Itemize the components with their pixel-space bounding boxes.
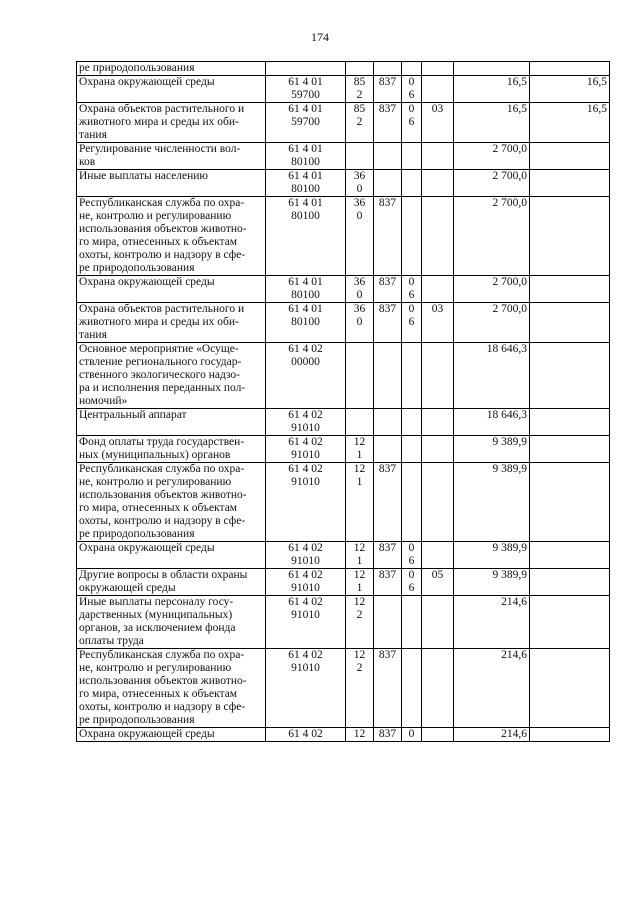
amount-year1-cell: 9 389,9 — [454, 569, 530, 596]
table-row — [77, 596, 610, 649]
target-code-cell: 61 4 01 59700 — [266, 76, 346, 103]
amount-year1-cell: 214,6 — [454, 649, 530, 728]
table-row — [77, 143, 610, 170]
table-row — [77, 343, 610, 409]
amount-year2-cell — [530, 542, 610, 569]
subsection-cell — [422, 62, 454, 76]
row-name-cell: Другие вопросы в области охраны окружающей среды — [77, 569, 266, 596]
admin-code-cell: 837 — [374, 728, 402, 742]
amount-year2-cell — [530, 409, 610, 436]
table-row — [77, 436, 610, 463]
row-name-cell: Охрана окружающей среды — [77, 76, 266, 103]
admin-code-cell: 837 — [374, 103, 402, 143]
row-name-cell: Республиканская служба по охра- не, контролю и регулированию использования объектов животно- го мира, отнесенных к объектам охоты, контролю и надзору в сфе- ре природопользования — [77, 463, 266, 542]
expense-type-cell: 12 2 — [346, 649, 374, 728]
admin-code-cell: 837 — [374, 649, 402, 728]
amount-year2-cell — [530, 596, 610, 649]
section-cell — [402, 436, 422, 463]
row-name-cell: Регулирование численности вол- ков — [77, 143, 266, 170]
expense-type-cell: 12 1 — [346, 569, 374, 596]
amount-year2-cell — [530, 569, 610, 596]
expense-type-cell: 36 0 — [346, 276, 374, 303]
amount-year1-cell: 2 700,0 — [454, 170, 530, 197]
subsection-cell — [422, 143, 454, 170]
section-cell — [402, 649, 422, 728]
target-code-cell: 61 4 01 59700 — [266, 103, 346, 143]
row-name-cell: Иные выплаты персоналу госу- дарственных (муниципальных) органов, за исключением фонда оплаты труда — [77, 596, 266, 649]
target-code-cell: 61 4 02 91010 — [266, 409, 346, 436]
admin-code-cell — [374, 343, 402, 409]
subsection-cell — [422, 542, 454, 569]
target-code-cell: 61 4 02 91010 — [266, 436, 346, 463]
admin-code-cell: 837 — [374, 569, 402, 596]
amount-year2-cell — [530, 197, 610, 276]
amount-year2-cell — [530, 463, 610, 542]
section-cell — [402, 170, 422, 197]
amount-year2-cell: 16,5 — [530, 103, 610, 143]
expense-type-cell: 36 0 — [346, 170, 374, 197]
expense-type-cell — [346, 343, 374, 409]
section-cell — [402, 62, 422, 76]
admin-code-cell: 837 — [374, 463, 402, 542]
subsection-cell — [422, 463, 454, 542]
amount-year2-cell — [530, 649, 610, 728]
expense-type-cell: 36 0 — [346, 303, 374, 343]
row-name-cell: ре природопользования — [77, 62, 266, 76]
table-row — [77, 728, 610, 742]
admin-code-cell: 837 — [374, 303, 402, 343]
admin-code-cell — [374, 62, 402, 76]
amount-year1-cell: 18 646,3 — [454, 409, 530, 436]
table-row — [77, 197, 610, 276]
table-row — [77, 76, 610, 103]
table-row — [77, 569, 610, 596]
target-code-cell: 61 4 01 80100 — [266, 197, 346, 276]
row-name-cell: Охрана объектов растительного и животного мира и среды их оби- тания — [77, 103, 266, 143]
row-name-cell: Охрана окружающей среды — [77, 542, 266, 569]
amount-year1-cell — [454, 62, 530, 76]
expense-type-cell: 85 2 — [346, 103, 374, 143]
section-cell — [402, 143, 422, 170]
expense-type-cell: 85 2 — [346, 76, 374, 103]
target-code-cell: 61 4 02 00000 — [266, 343, 346, 409]
section-cell — [402, 463, 422, 542]
row-name-cell: Фонд оплаты труда государствен- ных (муниципальных) органов — [77, 436, 266, 463]
amount-year2-cell — [530, 728, 610, 742]
admin-code-cell — [374, 409, 402, 436]
row-name-cell: Охрана окружающей среды — [77, 728, 266, 742]
subsection-cell — [422, 436, 454, 463]
subsection-cell — [422, 343, 454, 409]
section-cell: 0 6 — [402, 103, 422, 143]
target-code-cell: 61 4 02 91010 — [266, 649, 346, 728]
row-name-cell: Охрана объектов растительного и животного мира и среды их оби- тания — [77, 303, 266, 343]
amount-year1-cell: 2 700,0 — [454, 303, 530, 343]
table-row — [77, 103, 610, 143]
table-row — [77, 542, 610, 569]
expense-type-cell — [346, 409, 374, 436]
subsection-cell: 05 — [422, 569, 454, 596]
section-cell — [402, 596, 422, 649]
target-code-cell: 61 4 01 80100 — [266, 276, 346, 303]
subsection-cell — [422, 728, 454, 742]
amount-year2-cell: 16,5 — [530, 76, 610, 103]
admin-code-cell — [374, 143, 402, 170]
admin-code-cell: 837 — [374, 197, 402, 276]
amount-year1-cell: 2 700,0 — [454, 143, 530, 170]
target-code-cell: 61 4 02 91010 — [266, 542, 346, 569]
table-row — [77, 62, 610, 76]
row-name-cell: Республиканская служба по охра- не, контролю и регулированию использования объектов животно- го мира, отнесенных к объектам охоты, контролю и надзору в сфе- ре природопользования — [77, 649, 266, 728]
target-code-cell: 61 4 02 91010 — [266, 596, 346, 649]
amount-year2-cell — [530, 170, 610, 197]
admin-code-cell — [374, 596, 402, 649]
target-code-cell: 61 4 01 80100 — [266, 170, 346, 197]
amount-year1-cell: 214,6 — [454, 728, 530, 742]
amount-year1-cell: 2 700,0 — [454, 197, 530, 276]
amount-year1-cell: 16,5 — [454, 76, 530, 103]
subsection-cell — [422, 596, 454, 649]
amount-year1-cell: 9 389,9 — [454, 436, 530, 463]
target-code-cell: 61 4 02 — [266, 728, 346, 742]
subsection-cell — [422, 276, 454, 303]
expense-type-cell: 12 1 — [346, 463, 374, 542]
subsection-cell — [422, 76, 454, 103]
budget-table — [76, 61, 610, 742]
amount-year1-cell: 9 389,9 — [454, 463, 530, 542]
row-name-cell: Иные выплаты населению — [77, 170, 266, 197]
subsection-cell: 03 — [422, 303, 454, 343]
subsection-cell — [422, 409, 454, 436]
target-code-cell: 61 4 01 80100 — [266, 303, 346, 343]
expense-type-cell: 12 2 — [346, 596, 374, 649]
amount-year2-cell — [530, 276, 610, 303]
amount-year2-cell — [530, 303, 610, 343]
target-code-cell: 61 4 02 91010 — [266, 463, 346, 542]
section-cell: 0 6 — [402, 569, 422, 596]
subsection-cell — [422, 197, 454, 276]
target-code-cell — [266, 62, 346, 76]
admin-code-cell — [374, 436, 402, 463]
section-cell — [402, 409, 422, 436]
amount-year1-cell: 18 646,3 — [454, 343, 530, 409]
section-cell — [402, 343, 422, 409]
expense-type-cell — [346, 143, 374, 170]
subsection-cell — [422, 170, 454, 197]
admin-code-cell: 837 — [374, 542, 402, 569]
table-row — [77, 649, 610, 728]
table-row — [77, 303, 610, 343]
row-name-cell: Центральный аппарат — [77, 409, 266, 436]
section-cell: 0 6 — [402, 542, 422, 569]
row-name-cell: Республиканская служба по охра- не, контролю и регулированию использования объектов животно- го мира, отнесенных к объектам охоты, контролю и надзору в сфе- ре природопользования — [77, 197, 266, 276]
subsection-cell — [422, 649, 454, 728]
row-name-cell: Основное мероприятие «Осуще- ствление регионального государ- ственного экологического надзо- ра и исполнения переданных пол- номочий» — [77, 343, 266, 409]
amount-year2-cell — [530, 143, 610, 170]
target-code-cell: 61 4 02 91010 — [266, 569, 346, 596]
expense-type-cell — [346, 62, 374, 76]
table-row — [77, 276, 610, 303]
amount-year2-cell — [530, 343, 610, 409]
subsection-cell: 03 — [422, 103, 454, 143]
section-cell: 0 6 — [402, 76, 422, 103]
amount-year1-cell: 214,6 — [454, 596, 530, 649]
section-cell: 0 6 — [402, 276, 422, 303]
table-row — [77, 463, 610, 542]
admin-code-cell: 837 — [374, 76, 402, 103]
amount-year1-cell: 2 700,0 — [454, 276, 530, 303]
section-cell: 0 6 — [402, 303, 422, 343]
section-cell: 0 — [402, 728, 422, 742]
expense-type-cell: 36 0 — [346, 197, 374, 276]
target-code-cell: 61 4 01 80100 — [266, 143, 346, 170]
admin-code-cell — [374, 170, 402, 197]
amount-year1-cell: 9 389,9 — [454, 542, 530, 569]
table-row — [77, 409, 610, 436]
expense-type-cell: 12 1 — [346, 436, 374, 463]
amount-year2-cell — [530, 436, 610, 463]
expense-type-cell: 12 1 — [346, 542, 374, 569]
page-number: 174 — [311, 30, 329, 44]
row-name-cell: Охрана окружающей среды — [77, 276, 266, 303]
amount-year2-cell — [530, 62, 610, 76]
table-row — [77, 170, 610, 197]
amount-year1-cell: 16,5 — [454, 103, 530, 143]
section-cell — [402, 197, 422, 276]
admin-code-cell: 837 — [374, 276, 402, 303]
expense-type-cell: 12 — [346, 728, 374, 742]
